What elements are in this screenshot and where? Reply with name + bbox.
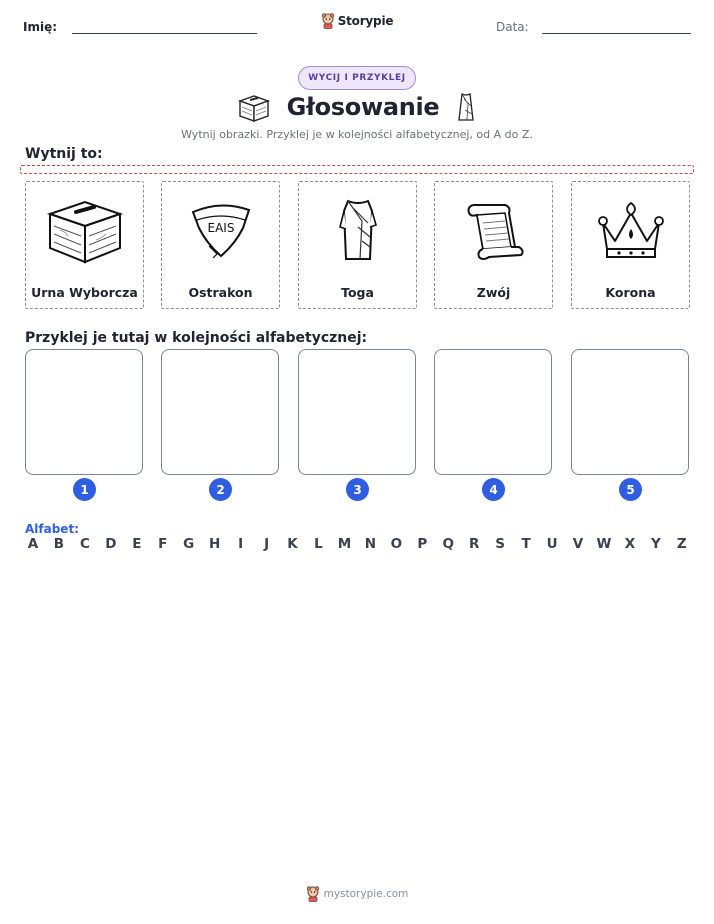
paste-heading: Przyklej je tutaj w kolejności alfabetycznej: xyxy=(25,330,368,346)
brand-logo xyxy=(0,13,714,29)
alphabet-letter: J xyxy=(264,536,270,552)
cut-card-ostrakon[interactable] xyxy=(161,181,280,309)
cut-card-label: Zwój xyxy=(476,285,511,300)
paste-box-4[interactable] xyxy=(434,349,552,475)
storypie-mascot-icon xyxy=(321,13,335,29)
date-line[interactable] xyxy=(542,33,691,34)
cut-card-ballot-box[interactable] xyxy=(25,181,144,309)
alphabet-label: Alfabet: xyxy=(25,522,79,536)
activity-badge: WYCIJ I PRZYKLEJ xyxy=(298,66,416,90)
toga-icon xyxy=(455,92,477,122)
cut-card-scroll[interactable] xyxy=(434,181,553,309)
cut-heading: Wytnij to: xyxy=(25,146,103,162)
brand-name: Storypie xyxy=(337,14,394,28)
alphabet-letter: L xyxy=(314,536,323,552)
cut-card-crown[interactable] xyxy=(571,181,690,309)
alphabet-letter: X xyxy=(624,536,636,552)
alphabet-letter: Z xyxy=(676,536,687,552)
slot-number-4: 4 xyxy=(482,478,505,501)
alphabet-letter: Y xyxy=(650,536,661,552)
alphabet-letter: P xyxy=(417,536,428,552)
alphabet-letter: E xyxy=(132,536,142,552)
page-title: Głosowanie xyxy=(286,93,440,121)
name-line[interactable] xyxy=(72,33,257,34)
title-row xyxy=(0,92,714,122)
slot-number-2: 2 xyxy=(209,478,232,501)
scroll-icon xyxy=(461,199,527,263)
alphabet-letter: Q xyxy=(442,536,454,552)
alphabet-letter: W xyxy=(596,536,612,552)
alphabet-letter: N xyxy=(364,536,377,552)
cut-line xyxy=(20,165,694,174)
alphabet-letter: T xyxy=(521,536,531,552)
ballot-box-icon xyxy=(46,196,124,266)
alphabet-letter: I xyxy=(238,536,244,552)
footer-site: mystorypie.com xyxy=(323,888,409,900)
toga-icon xyxy=(334,197,382,265)
alphabet-letter: F xyxy=(158,536,168,552)
slot-number-5: 5 xyxy=(619,478,642,501)
storypie-mascot-icon xyxy=(306,886,320,902)
alphabet-letter: G xyxy=(183,536,195,552)
date-label: Data: xyxy=(496,20,529,34)
instructions: Wytnij obrazki. Przyklej je w kolejności alfabetycznej, od A do Z. xyxy=(181,128,533,141)
alphabet-letter: S xyxy=(495,536,506,552)
cut-card-label: Urna Wyborcza xyxy=(31,285,138,300)
ostrakon-inscription: EAIS xyxy=(207,221,234,235)
cut-card-label: Toga xyxy=(341,285,374,300)
paste-box-3[interactable] xyxy=(298,349,416,475)
alphabet-letter: C xyxy=(79,536,90,552)
cut-card-label: Ostrakon xyxy=(188,285,253,300)
alphabet-letter: B xyxy=(53,536,65,552)
slot-number-3: 3 xyxy=(346,478,369,501)
alphabet-letter: U xyxy=(546,536,558,552)
footer xyxy=(0,886,714,902)
cut-card-toga[interactable] xyxy=(298,181,417,309)
paste-box-5[interactable] xyxy=(571,349,689,475)
name-label: Imię: xyxy=(23,20,58,34)
alphabet-letter: H xyxy=(209,536,221,552)
crown-icon xyxy=(595,199,667,263)
alphabet-letter: O xyxy=(390,536,403,552)
slot-number-1: 1 xyxy=(73,478,96,501)
alphabet-letter: A xyxy=(27,536,39,552)
ostrakon-icon xyxy=(187,198,255,264)
alphabet-letter: K xyxy=(287,536,298,552)
paste-box-1[interactable] xyxy=(25,349,143,475)
alphabet-row xyxy=(25,536,690,552)
paste-box-2[interactable] xyxy=(161,349,279,475)
alphabet-letter: R xyxy=(469,536,480,552)
alphabet-letter: V xyxy=(572,536,584,552)
ballot-box-icon xyxy=(237,92,271,122)
alphabet-letter: M xyxy=(337,536,352,552)
cut-card-label: Korona xyxy=(605,285,656,300)
alphabet-letter: D xyxy=(105,536,117,552)
